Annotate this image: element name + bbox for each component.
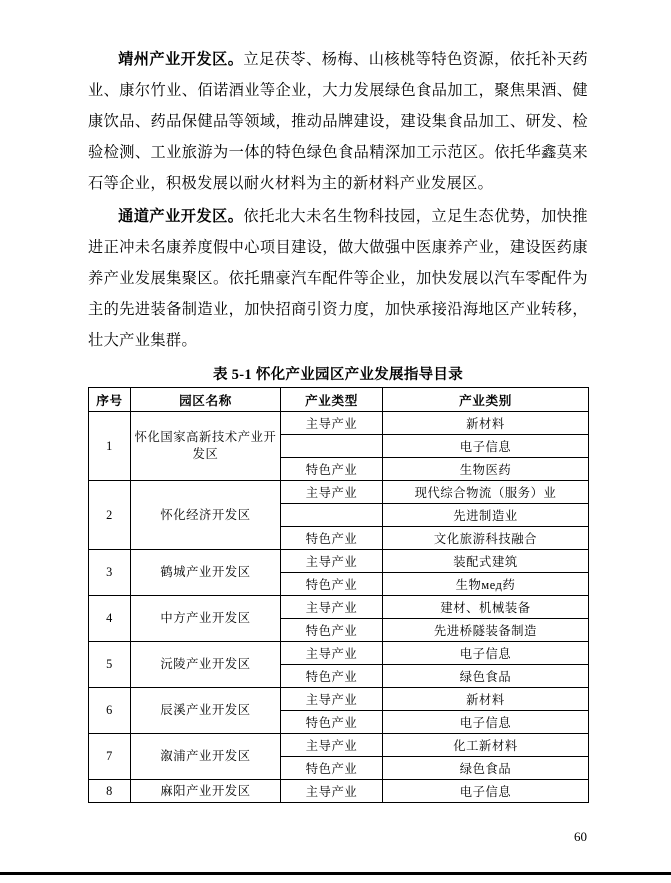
cell-industry-category: 先进制造业 bbox=[383, 504, 589, 527]
cell-industry-type: 主导产业 bbox=[281, 642, 383, 665]
cell-no: 1 bbox=[89, 412, 131, 481]
cell-industry-category: 绿色食品 bbox=[383, 757, 589, 780]
cell-park-name: 怀化国家高新技术产业开发区 bbox=[131, 412, 281, 481]
paragraph-lead-jingzhou: 靖州产业开发区。 bbox=[118, 51, 244, 68]
cell-industry-type: 特色产业 bbox=[281, 711, 383, 734]
cell-park-name: 溆浦产业开发区 bbox=[131, 734, 281, 780]
cell-industry-type: 特色产业 bbox=[281, 757, 383, 780]
cell-industry-category: 电子信息 bbox=[383, 642, 589, 665]
cell-industry-category: 建材、机械装备 bbox=[383, 596, 589, 619]
cell-industry-category: 装配式建筑 bbox=[383, 550, 589, 573]
column-header-type: 产业类型 bbox=[281, 388, 383, 412]
cell-industry-type: 主导产业 bbox=[281, 734, 383, 757]
cell-industry-type: 特色产业 bbox=[281, 527, 383, 550]
column-header-no: 序号 bbox=[89, 388, 131, 412]
park-industry-table bbox=[88, 387, 589, 803]
cell-park-name: 中方产业开发区 bbox=[131, 596, 281, 642]
paragraph-text-jingzhou: 立足茯苓、杨梅、山核桃等特色资源，依托补天药业、康尔竹业、佰诺酒业等企业，大力发展绿色食品加工，聚焦果酒、健康饮品、药品保健品等领域，推动品牌建设，建设集食品加工、研发、检验检测、工业旅游为一体的特色绿色食品精深加工示范区。依托华鑫莫来石等企业，积极发展以耐火材料为主的新材料产业发展区。 bbox=[88, 51, 588, 192]
page-content bbox=[88, 44, 588, 803]
paragraph-text-tongdao: 依托北大未名生物科技园，立足生态优势，加快推进正冲未名康养度假中心项目建设，做大做强中医康养产业，建设医药康养产业发展集聚区。依托鼎豪汽车配件等企业，加快发展以汽车零配件为主的先进装备制造业，加快招商引资力度，加快承接沿海地区产业转移，壮大产业集群。 bbox=[88, 208, 588, 349]
table-body bbox=[89, 412, 589, 803]
table-header-row bbox=[89, 388, 589, 412]
cell-industry-category: 电子信息 bbox=[383, 711, 589, 734]
cell-industry-category: 电子信息 bbox=[383, 435, 589, 458]
cell-no: 7 bbox=[89, 734, 131, 780]
cell-industry-type: 主导产业 bbox=[281, 688, 383, 711]
cell-park-name: 鹤城产业开发区 bbox=[131, 550, 281, 596]
cell-no: 8 bbox=[89, 780, 131, 803]
cell-industry-category: 文化旅游科技融合 bbox=[383, 527, 589, 550]
cell-industry-type: 主导产业 bbox=[281, 780, 383, 803]
cell-industry-type: 主导产业 bbox=[281, 412, 383, 435]
table-row bbox=[89, 780, 589, 803]
cell-industry-category: 新材料 bbox=[383, 412, 589, 435]
column-header-name: 园区名称 bbox=[131, 388, 281, 412]
table-row bbox=[89, 412, 589, 435]
paragraph-lead-tongdao: 通道产业开发区。 bbox=[118, 208, 244, 225]
cell-industry-type: 特色产业 bbox=[281, 458, 383, 481]
cell-park-name: 麻阳产业开发区 bbox=[131, 780, 281, 803]
paragraph-jingzhou bbox=[88, 44, 588, 199]
cell-industry-type: 主导产业 bbox=[281, 481, 383, 504]
cell-industry-type: 特色产业 bbox=[281, 619, 383, 642]
cell-industry-category: 化工新材料 bbox=[383, 734, 589, 757]
cell-park-name: 辰溪产业开发区 bbox=[131, 688, 281, 734]
cell-industry-category: 生物医药 bbox=[383, 458, 589, 481]
cell-no: 5 bbox=[89, 642, 131, 688]
cell-no: 3 bbox=[89, 550, 131, 596]
cell-park-name: 怀化经济开发区 bbox=[131, 481, 281, 550]
cell-industry-type: 主导产业 bbox=[281, 550, 383, 573]
cell-no: 4 bbox=[89, 596, 131, 642]
cell-industry-category: 电子信息 bbox=[383, 780, 589, 803]
table-row bbox=[89, 550, 589, 573]
table-row bbox=[89, 734, 589, 757]
cell-industry-type: 特色产业 bbox=[281, 665, 383, 688]
cell-industry-category: 现代综合物流（服务）业 bbox=[383, 481, 589, 504]
cell-no: 6 bbox=[89, 688, 131, 734]
cell-industry-category: 生物мед药 bbox=[383, 573, 589, 596]
paragraph-tongdao bbox=[88, 201, 588, 356]
table-row bbox=[89, 642, 589, 665]
cell-industry-category: 绿色食品 bbox=[383, 665, 589, 688]
table-row bbox=[89, 688, 589, 711]
cell-industry-type bbox=[281, 435, 383, 458]
column-header-category: 产业类别 bbox=[383, 388, 589, 412]
cell-no: 2 bbox=[89, 481, 131, 550]
table-title: 表 5-1 怀化产业园区产业发展指导目录 bbox=[212, 367, 464, 383]
cell-industry-category: 新材料 bbox=[383, 688, 589, 711]
footer-rule bbox=[0, 872, 671, 875]
cell-industry-type: 特色产业 bbox=[281, 573, 383, 596]
table-row bbox=[89, 481, 589, 504]
table-row bbox=[89, 596, 589, 619]
cell-industry-category: 先进桥隧装备制造 bbox=[383, 619, 589, 642]
cell-park-name: 沅陵产业开发区 bbox=[131, 642, 281, 688]
cell-industry-type bbox=[281, 504, 383, 527]
page-number: 60 bbox=[574, 829, 587, 844]
cell-industry-type: 主导产业 bbox=[281, 596, 383, 619]
